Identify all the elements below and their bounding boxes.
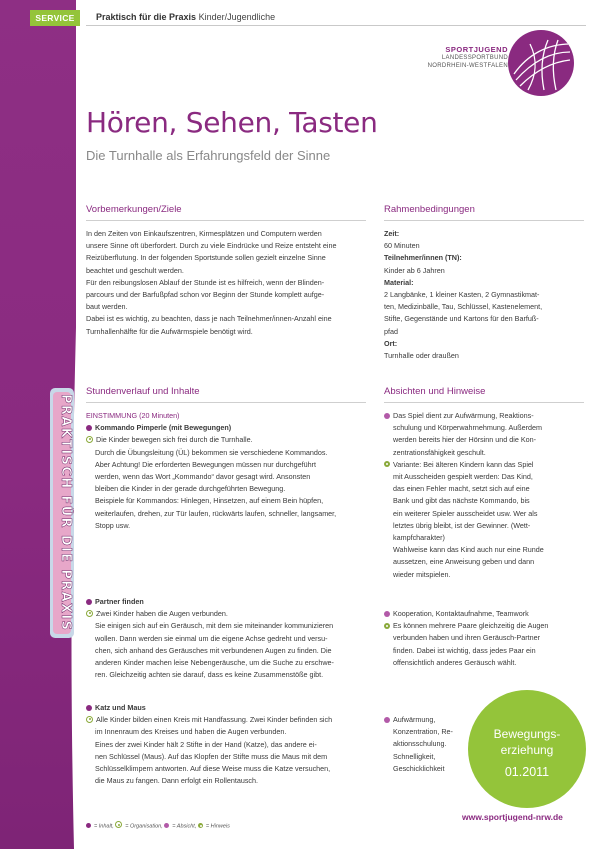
page-subtitle: Die Turnhalle als Erfahrungsfeld der Sinne [86, 148, 331, 163]
badge-line2: erziehung [500, 743, 554, 757]
absichten-block-3: Aufwärmung, Konzentration, Re- aktionsschulung. Schnelligkeit, Geschicklichkeit [384, 714, 474, 775]
hinweis-bullet-icon [198, 823, 203, 828]
ort-value: Turnhalle oder draußen [384, 351, 459, 361]
praktisch-praxis-logo [50, 388, 74, 638]
logo-line2: NORDRHEIN-WESTFALEN [427, 63, 508, 69]
service-tab: SERVICE [30, 10, 80, 26]
tn-value: Kinder ab 6 Jahren [384, 265, 445, 275]
header-category [96, 12, 275, 22]
section-heading-vorbemerkungen: Vorbemerkungen/Ziele [86, 204, 182, 215]
kommando-block: EINSTIMMUNG (20 Minuten) Kommando Pimperle (mit Bewegungen) Die Kinder bewegen sich frei durch die Turnhalle. Durch die Übungsleitung (ÜL) bekommen sie verschiedene Kommandos. Aber Achtung! Die erforderten Bewegungen müssen nur durchgeführt werden, wenn das Wort „Kommando“ davor gesagt wird. Ansonsten bleiben die Kinder in der gerade durchgeführten Bewegung. Beispiele für Kommandos: Hinlegen, Hinsetzen, auf einem Bein hüpfen, weiterlaufen, drehen, zur Tür laufen, rückwärts laufen, schneller, langsamer, Stopp usw. [86, 410, 376, 532]
section-heading-rahmen: Rahmenbedingungen [384, 204, 475, 215]
partner-block: Partner finden Zwei Kinder haben die Augen verbunden. Sie einigen sich auf ein Geräusch, mit dem sie miteinander kommunizieren wollen. Dann werden sie einmal um die eigene Achse gedreht und versu- chen, sich anhand des Geräusches mit verbundenen Augen zu finden. Die anderen Kinder machen leise Nebengeräusche, um die Suche zu erschwe- ren. Gleichzeitig achten sie darauf, dass es keine Zusammenstöße gibt. [86, 596, 376, 681]
absicht-bullet-icon [384, 611, 390, 617]
sportjugend-logo-icon [508, 30, 574, 96]
material-label: Material: [384, 277, 414, 287]
einstimmung-label: EINSTIMMUNG (20 Minuten) [86, 411, 180, 420]
section-heading-absichten: Absichten und Hinweise [384, 386, 486, 397]
inhalt-bullet-icon [86, 823, 91, 828]
section-heading-stundenverlauf: Stundenverlauf und Inhalte [86, 386, 200, 397]
badge-line1: Bewegungs- [493, 727, 561, 741]
issue-badge [468, 690, 586, 808]
section-divider [384, 220, 584, 221]
absicht-bullet-icon [384, 413, 390, 419]
hinweis-bullet-icon [384, 461, 390, 467]
header-divider [86, 25, 586, 26]
tn-label: Teilnehmer/innen (TN): [384, 253, 462, 263]
inhalt-bullet-icon [86, 705, 92, 711]
section-divider [86, 402, 366, 403]
organisation-bullet-icon [86, 716, 93, 723]
header-category-bold: Praktisch für die Praxis [96, 12, 197, 22]
zeit-value: 60 Minuten [384, 241, 420, 251]
section-divider [86, 220, 366, 221]
absichten-block-2: Kooperation, Kontaktaufnahme, Teamwork Es können mehrere Paare gleichzeitig die Augen verbunden haben und ihren Geräusch-Partner finden. Dabei ist wichtig, dass jedes Paar ein offensichtlich anderes Geräusch wählt. [384, 608, 589, 669]
absicht-bullet-icon [384, 717, 390, 723]
ort-label: Ort: [384, 338, 398, 348]
bullet-legend: = Inhalt, = Organisation, = Absicht, = Hinweis [86, 821, 230, 830]
inhalt-bullet-icon [86, 599, 92, 605]
page-title: Hören, Sehen, Tasten [86, 106, 378, 139]
organisation-bullet-icon [115, 821, 122, 828]
rahmen-text: Zeit: 60 Minuten Teilnehmer/innen (TN): Kinder ab 6 Jahren Material: 2 Langbänke, 1 kleiner Kasten, 2 Gymnastikmat- ten, Medizinbälle, Tau, Schlüssel, Kastenelement, Stifte, Gegenstände und Kartons für den Barfuß- pfad Ort: Turnhalle oder draußen [384, 228, 584, 362]
sidebar-logo-text: PRAKTISCH FÜR DIE PRAXIS [58, 394, 73, 630]
absichten-block-1: Das Spiel dient zur Aufwärmung, Reaktions- schulung und Körperwahrnehmung. Außerdem werden bereits hier der Hörsinn und die Kon- zentrationsfähigkeit geschult. Variante: Bei älteren Kindern kann das Spiel mit Ausscheiden gespielt werden: Das Kind, das einen Fehler macht, setzt sich auf eine Bank und gibt das nächste Kommando, bis ein weiterer Spieler ausscheidet usw. Wer als letztes übrig bleibt, ist der Gewinner. (Wett- kampfcharakter) Wahlweise kann das Kind auch nur eine Runde aussetzen, eine Anweisung geben und dann wieder mitspielen. [384, 410, 584, 581]
hinweis-bullet-icon [384, 623, 390, 629]
badge-date: 01.2011 [504, 765, 550, 779]
header-category-rest: Kinder/Jugendliche [198, 12, 276, 22]
logo-line1: LANDESSPORTBUND [441, 55, 508, 61]
vorbemerkungen-text: In den Zeiten von Einkaufszentren, Kirmesplätzen und Computern werden unsere Sinne oft überfordert. Durch zu viele Eindrücke und Reize entsteht eine Reizüberflutung. In der folgenden Sportstunde sollen gezielt einzelne Sinne beachtet und geschult werden. Für den reibungslosen Ablauf der Stunde ist es hilfreich, wenn der Blinden- parcours und der Barfußpfad schon vor Beginn der Stunde komplett aufge- baut werden. Dabei ist es wichtig, zu beachten, dass je nach Teilnehmer/innen-Anzahl eine Turnhallenhälfte für die Aufwärmspiele benötigt wird. [86, 229, 337, 336]
organisation-bullet-icon [86, 610, 93, 617]
inhalt-bullet-icon [86, 425, 92, 431]
organisation-logo-text [428, 46, 508, 70]
zeit-label: Zeit: [384, 229, 400, 238]
organisation-bullet-icon [86, 436, 93, 443]
absicht-bullet-icon [164, 823, 169, 828]
footer-url[interactable]: www.sportjugend-nrw.de [462, 812, 563, 822]
katz-block: Katz und Maus Alle Kinder bilden einen Kreis mit Handfassung. Zwei Kinder befinden sich im Innenraum des Kreises und haben die Augen verbunden. Eines der zwei Kinder hält 2 Stifte in der Hand (Katze), das andere ei- nen Schlüssel (Maus). Auf das Klopfen der Stifte muss die Maus mit dem Schlüsselklimpern antworten. Auf diese Weise muss die Katze versuchen, die Maus zu fangen. Dann erfolgt ein Rollentausch. [86, 702, 376, 787]
section-divider [384, 402, 584, 403]
logo-brand: SPORTJUGEND [445, 45, 508, 54]
